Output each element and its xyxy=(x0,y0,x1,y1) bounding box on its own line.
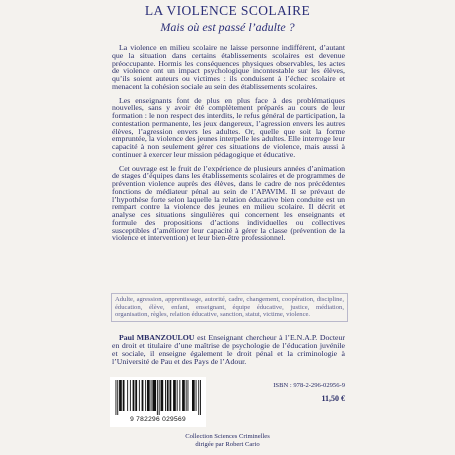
isbn: ISBN : 978-2-296-02956-9 xyxy=(273,382,345,389)
barcode-bar xyxy=(196,380,197,411)
barcode-bar xyxy=(170,380,172,411)
barcode-bar xyxy=(152,380,156,411)
collection-name: Collection Sciences Criminelles xyxy=(185,433,270,440)
summary-paragraph: Cet ouvrage est le fruit de l’expérience de plusieurs années d’animation de stages d’équipes dans les établissements scolaires et de programmes de prévention violence auprès des élèves, dans le cadre de nos précédentes fonctions de médiateur pénal au sein de l’APAVIM. Il se prévaut de l’hypothèse forte selon laquelle la relation éducative bien conduite est un rempart contre la violence des jeunes en milieu scolaire. Il décrit et analyse ces situations singulières qui concernent les enseignants et formule des propositions d’actions individuelles ou collectives susceptibles d’améliorer leur capacité à gérer la classe (prévention de la violence et intervention) et leur bien-être professionnel. xyxy=(112,163,345,243)
barcode-bar xyxy=(173,380,176,411)
barcode-bar xyxy=(133,380,135,411)
barcode-bar xyxy=(200,380,201,415)
barcode-bar xyxy=(117,380,118,415)
barcode-bar xyxy=(198,380,199,415)
barcode-bar xyxy=(179,380,180,411)
barcode-bar xyxy=(186,380,187,411)
barcode-bar xyxy=(157,380,158,415)
barcode-bar xyxy=(123,380,125,411)
summary-paragraph: Les enseignants font de plus en plus face à des problématiques nouvelles, sans y avoir été complètement préparés au cours de leur formation : le non respect des interdits, le refus général de participation, la contestation permanente, les jeux dangereux, l’agression envers les autres élèves, l’agression envers les adultes. Or, quelle que soit la forme empruntée, la violence des jeunes interpelle les adultes. Elle interroge leur capacité à non seulement gérer ces situations de violence, mais aussi à continuer à exercer leur mission pédagogique et éducative. xyxy=(112,95,345,159)
barcode-bar xyxy=(139,380,140,411)
summary-text xyxy=(112,44,345,248)
barcode-bars xyxy=(110,377,206,417)
barcode-bar xyxy=(145,380,146,411)
barcode-bar xyxy=(127,380,128,411)
book-title: LA VIOLENCE SCOLAIRE xyxy=(144,3,311,18)
barcode-bar xyxy=(182,380,185,411)
collection-director: dirigée par Robert Cario xyxy=(195,441,260,448)
author-name: Paul MBANZOULOU xyxy=(119,333,195,342)
barcode-bar xyxy=(167,380,169,411)
barcode-bar xyxy=(116,380,117,415)
barcode-bar xyxy=(119,380,122,411)
barcode-digits: 9 782296 029569 xyxy=(130,416,186,423)
barcode-bar xyxy=(165,380,166,411)
book-subtitle: Mais où est passé l’adulte ? xyxy=(160,20,295,34)
barcode-bar xyxy=(159,380,160,415)
barcode-bar xyxy=(130,380,131,411)
barcode-bar xyxy=(147,380,150,411)
price: 11,50 € xyxy=(321,394,345,403)
author-bio-text: est Enseignant chercheur à l’E.N.A.P. Docteur en droit et titulaire d’une maîtrise de psychologie de l’éducation juvénile et sociale, il enseigne également le droit pénal et la criminologie à l’Université de Pau et des Pays de l’Adour. xyxy=(112,333,345,366)
summary-paragraph: La violence en milieu scolaire ne laisse personne indifférent, d’autant que la situation dans certains établissements scolaires est devenue préoccupante. Hormis les conséquences physiques observables, les actes de violence ont un impact psychologique incontestable sur les élèves, qu’ils soient auteurs ou victimes : ils conduisent à l’échec scolaire et menacent la cohésion sociale au sein des établissements scolaires. xyxy=(112,43,345,91)
barcode xyxy=(110,377,206,427)
barcode-bar xyxy=(161,380,164,411)
keywords-box: Adulte, agression, apprentissage, autorité, cadre, changement, coopération, discipline, éducation, élève, enfant, enseignant, équipe éducative, justice, médiation, organisation, règles, relation éducative, sanction, statut, victime, violence. xyxy=(111,293,348,322)
author-bio xyxy=(112,334,345,366)
barcode-bar xyxy=(188,380,189,411)
barcode-bar xyxy=(135,380,137,411)
barcode-bar xyxy=(142,380,144,411)
collection-info xyxy=(0,433,455,449)
barcode-bar xyxy=(151,380,152,411)
barcode-bar xyxy=(192,380,195,411)
barcode-bar xyxy=(177,380,178,411)
